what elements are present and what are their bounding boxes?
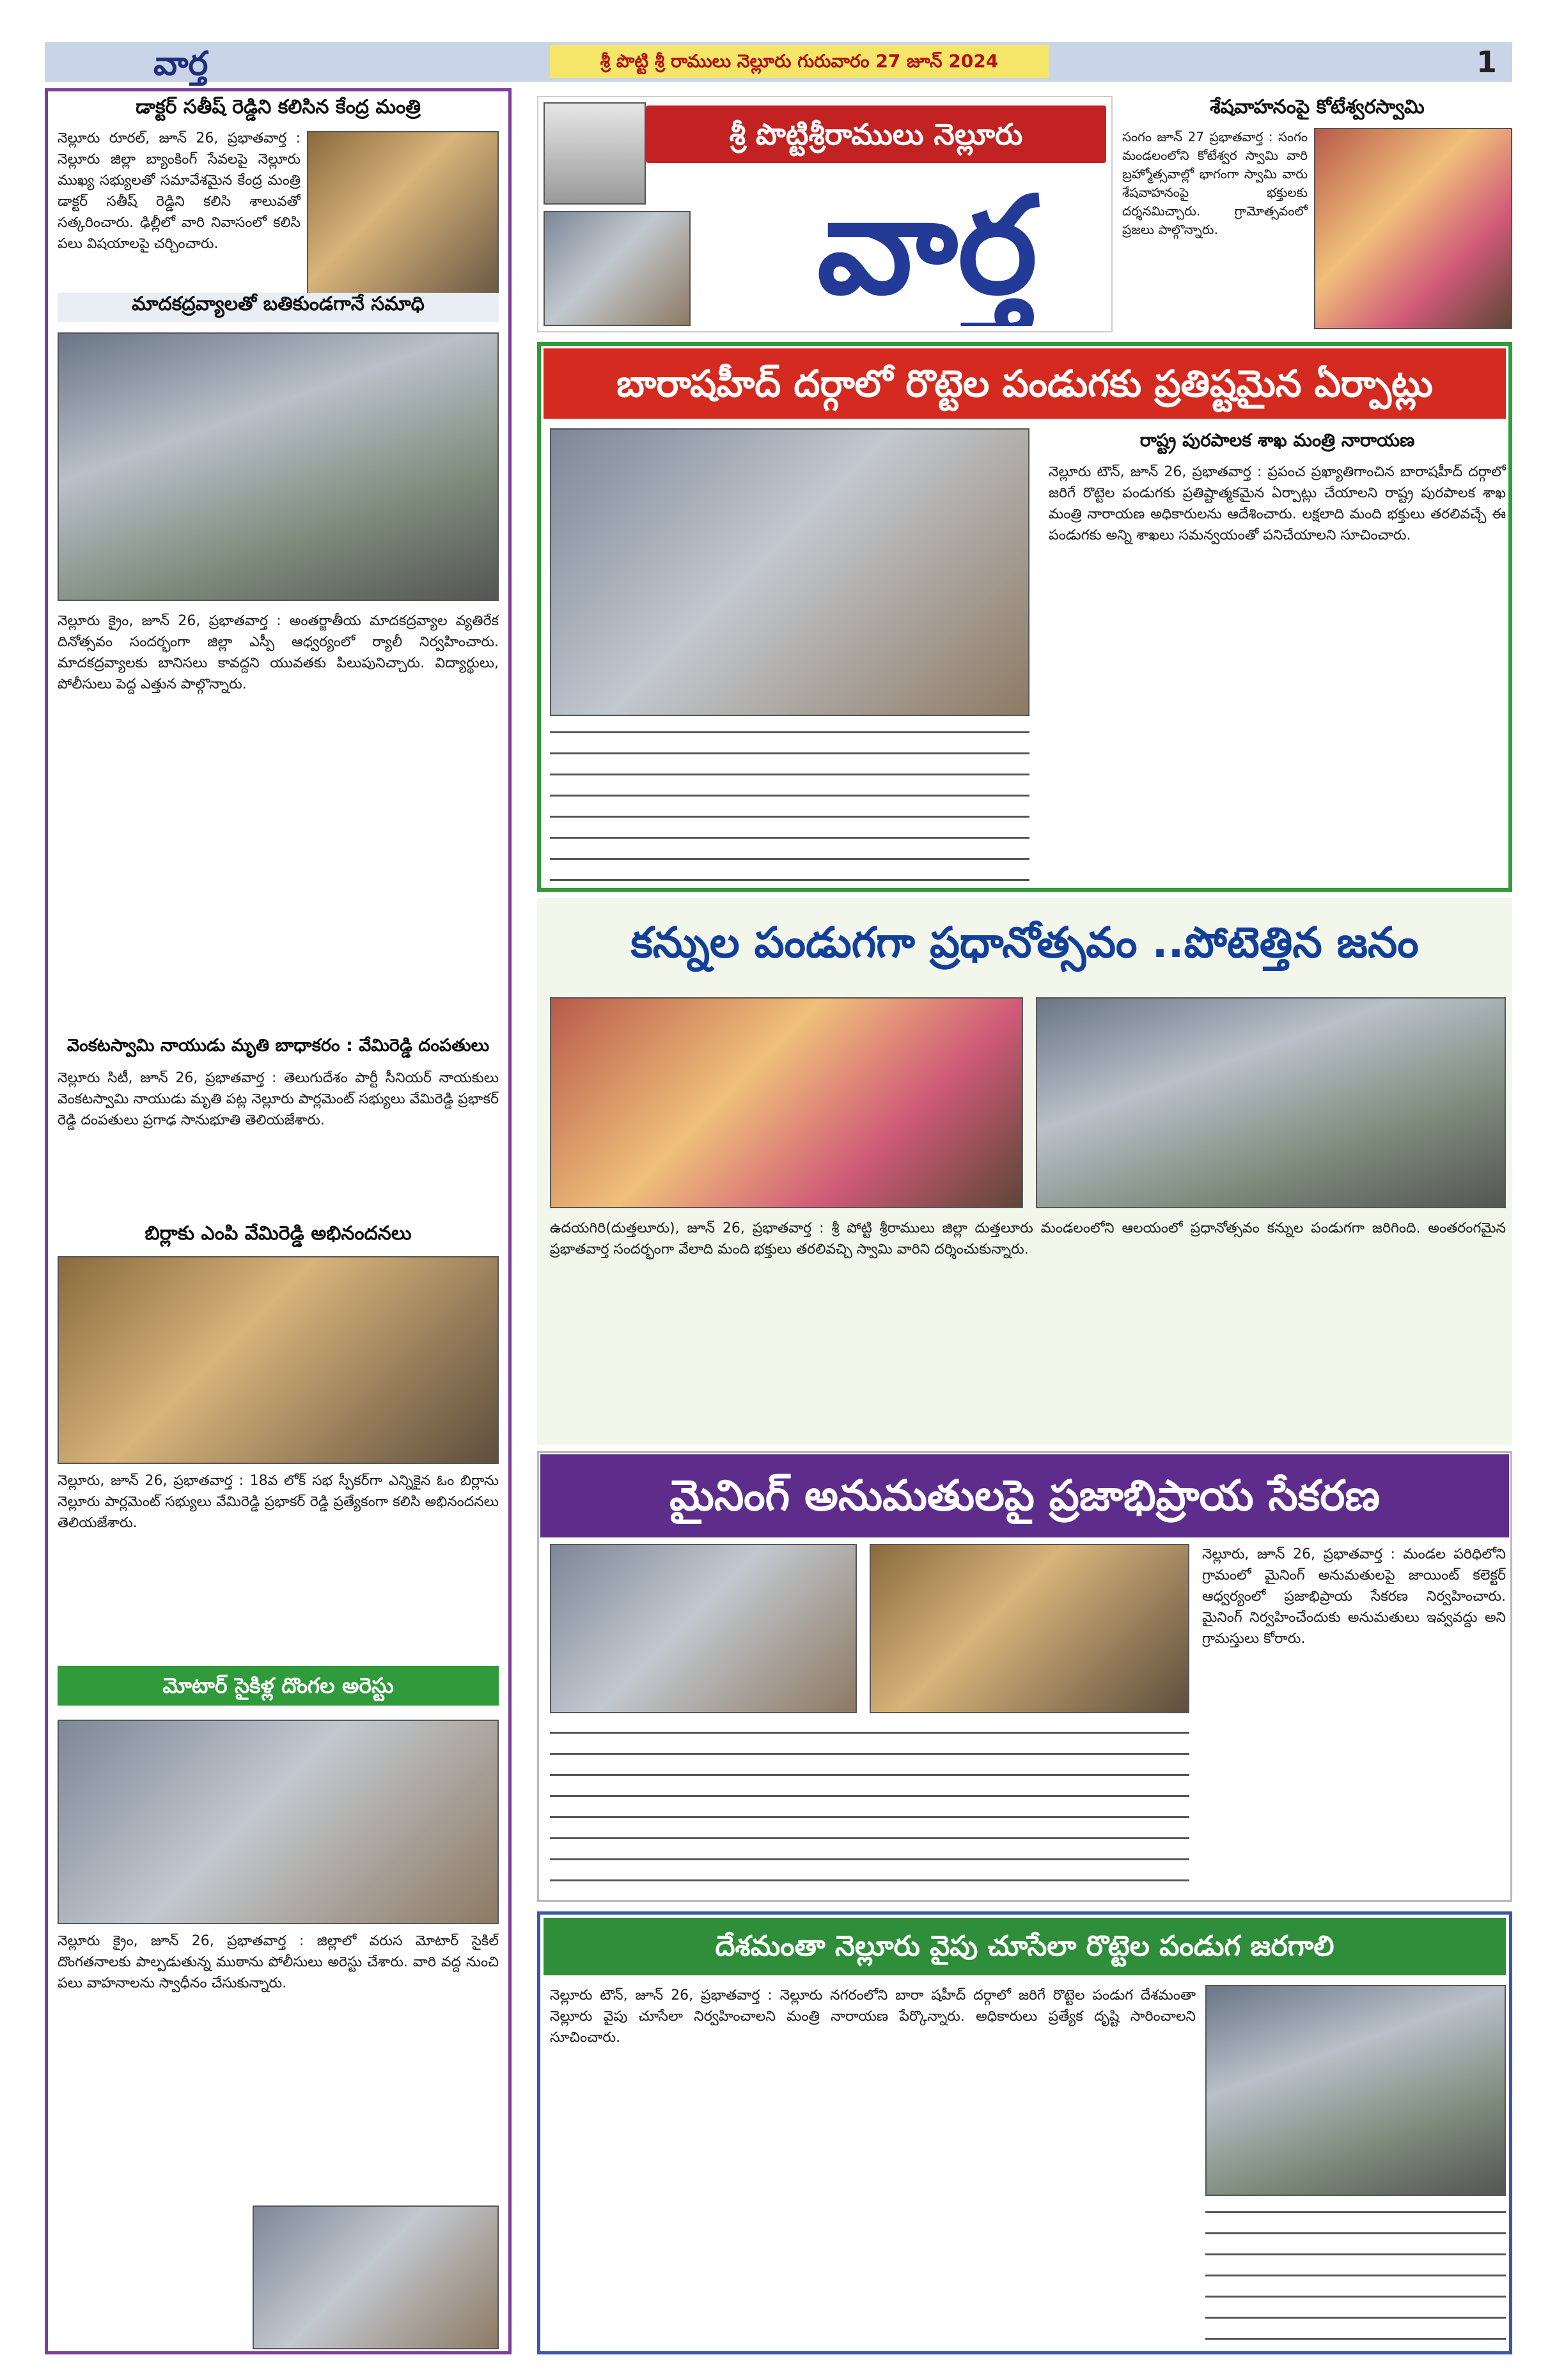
lead-body-continued <box>550 722 1029 883</box>
masthead-collage <box>544 211 691 326</box>
dateline: శ్రీ పొట్టి శ్రీ రాములు నెల్లూరు గురువారం 27 జూన్ 2024 <box>550 45 1049 78</box>
story4-photo <box>58 1256 499 1464</box>
right-top-body: సంగం జూన్ 27 ప్రభాతవార్త : సంగం మండలంలోని కోటేశ్వర స్వామి వారి బ్రహ్మోత్సవాల్లో భాగంగా స్వామి వారు శేషవాహనంపై భక్తులకు దర్శనమిచ్చారు. గ్రామోత్సవంలో ప్రజలు పాల్గొన్నారు. <box>1122 129 1308 237</box>
bottom-photo <box>1205 1985 1506 2196</box>
story1-photo <box>307 131 499 320</box>
founder-portrait <box>544 102 646 205</box>
masthead-logo-small: వార్త <box>153 45 208 83</box>
festival-photo-2 <box>1036 997 1506 1208</box>
lead-photo <box>550 428 1029 716</box>
story5-photo <box>58 1720 499 1924</box>
mining-photo-2 <box>870 1544 1189 1713</box>
story2-photo <box>58 332 499 601</box>
story4-body: నెల్లూరు, జూన్ 26, ప్రభాతవార్త : 18వ లోక్ సభ స్పీకర్‌గా ఎన్నికైన ఓం బిర్లాను నెల్లూరు పార్లమెంట్ సభ్యులు వేమిరెడ్డి ప్రభాకర్ రెడ్డి ప్రత్యేకంగా కలిసి అభినందనలు తెలియజేశారు. <box>58 1473 499 1531</box>
story4-headline: బిర్లాకు ఎంపి వేమిరెడ్డి అభినందనలు <box>145 1222 412 1245</box>
edition-banner: శ్రీ పొట్టిశ్రీరాములు నెల్లూరు <box>646 105 1106 163</box>
mining-headline: మైనింగ్ అనుమతులపై ప్రజాభిప్రాయ సేకరణ <box>540 1454 1509 1537</box>
right-top-headline: శేషవాహనంపై కోటేశ్వరస్వామి <box>1210 96 1425 118</box>
lead-subhead: రాష్ట్ర పురపాలక శాఖ మంత్రి నారాయణ <box>1139 430 1415 451</box>
story2-headline: మాదకద్రవ్యాలతో బతికుండగానే సమాధి <box>58 293 499 322</box>
masthead-logo: వార్త <box>817 167 1038 324</box>
festival-body: ఉదయగిరి(దుత్తలూరు), జూన్ 26, ప్రభాతవార్త : శ్రీ పోట్టి శ్రీరాములు జిల్లా దుత్తలూరు మండలంలోని ఆలయంలో ప్రధానోత్సవం కన్నుల పండుగగా జరిగింది. అంతరంగమైన ప్రభాతవార్త సందర్భంగా వేలాది మంది భక్తులు తరలివచ్చి స్వామి వారిని దర్శించుకున్నారు. <box>550 1220 1506 1257</box>
bottom-body: నెల్లూరు టౌన్, జూన్ 26, ప్రభాతవార్త : నెల్లూరు నగరంలోని బారా షహీద్ దర్గాలో జరిగే రొట్టెల పండుగ దేశమంతా నెల్లూరు వైపు చూసేలా నిర్వహించాలని మంత్రి నారాయణ పేర్కొన్నారు. అధికారులు ప్రత్యేక దృష్టి సారించాలని సూచించారు. <box>550 1987 1196 2046</box>
bottom-body-continued <box>1205 2202 1506 2349</box>
mining-body-continued <box>550 1723 1189 1899</box>
story2-body: నెల్లూరు క్రైం, జూన్ 26, ప్రభాతవార్త : అంతర్జాతీయ మాదకద్రవ్యాల వ్యతిరేక దినోత్సవం సందర్భంగా జిల్లా ఎస్పీ ఆధ్వర్యంలో ర్యాలీ నిర్వహించారు. మాదకద్రవ్యాలకు బానిసలు కావద్దని యువతకు పిలుపునిచ్చారు. విద్యార్థులు, పోలీసులు పెద్ద ఎత్తున పాల్గొన్నారు. <box>58 613 499 692</box>
mining-photo-1 <box>550 1544 857 1713</box>
festival-photo-1 <box>550 997 1023 1208</box>
story3-headline: వెంకటస్వామి నాయుడు మృతి బాధాకరం : వేమిరెడ్డి దంపతులు <box>67 1036 490 1055</box>
story1-body: నెల్లూరు రూరల్, జూన్ 26, ప్రభాతవార్త : నెల్లూరు జిల్లా బ్యాంకింగ్ సేవలపై నెల్లూరు ముఖ్య సభ్యులతో సమావేశమైన కేంద్ర మంత్రి డాక్టర్ సతీష్ రెడ్డిని కలిసి శాలువతో సత్కరించారు. ఢిల్లీలో వారి నివాసంలో కలిసి పలు విషయాలపై చర్చించారు. <box>58 130 301 252</box>
story5-headline: మోటార్ సైకిళ్ల దొంగల అరెస్టు <box>58 1666 499 1706</box>
story1-headline: డాక్టర్ సతీష్ రెడ్డిని కలిసిన కేంద్ర మంత్రి <box>136 96 421 118</box>
story3-body: నెల్లూరు సిటీ, జూన్ 26, ప్రభాతవార్త : తెలుగుదేశం పార్టీ సీనియర్ నాయకులు వెంకటస్వామి నాయుడు మృతి పట్ల నెల్లూరు పార్లమెంట్ సభ్యులు వేమిరెడ్డి ప్రభాకర్ రెడ్డి దంపతులు ప్రగాఢ సానుభూతి తెలియజేశారు. <box>58 1070 499 1128</box>
mining-body: నెల్లూరు, జూన్ 26, ప్రభాతవార్త : మండల పరిధిలోని గ్రామంలో మైనింగ్ అనుమతులపై జాయింట్ కలెక్టర్ ఆధ్వర్యంలో ప్రజాభిప్రాయ సేకరణ నిర్వహించారు. మైనింగ్ నిర్వహించేందుకు అనుమతులు ఇవ్వవద్దు అని గ్రామస్తులు కోరారు. <box>1202 1546 1506 1647</box>
right-top-photo <box>1314 128 1512 329</box>
lead-body: నెల్లూరు టౌన్, జూన్ 26, ప్రభాతవార్త : ప్రపంచ ప్రఖ్యాతిగాంచిన బారాషహీద్ దర్గాలో జరిగే రొట్టెల పండుగకు ప్రతిష్టాత్మకమైన ఏర్పాట్లు చేయాలని రాష్ట్ర పురపాలక శాఖ మంత్రి నారాయణ అధికారులను ఆదేశించారు. లక్షలాది మంది భక్తులు తరలివచ్చే ఈ పండుగకు అన్ని శాఖలు సమన్వయంతో పనిచేయాలని సూచించారు. <box>1049 464 1506 543</box>
page-number: 1 <box>1476 45 1497 79</box>
lead-headline: బారాషహీద్ దర్గాలో రొట్టెల పండుగకు ప్రతిష్టమైన ఏర్పాట్లు <box>544 348 1506 419</box>
bottom-headline: దేశమంతా నెల్లూరు వైపు చూసేలా రొట్టెల పండుగ జరగాలి <box>544 1918 1506 1975</box>
story5-body: నెల్లూరు క్రైం, జూన్ 26, ప్రభాతవార్త : జిల్లాలో వరుస మోటార్ సైకిల్ దొంగతనాలకు పాల్పడుతున్న ముఠాను పోలీసులు అరెస్టు చేశారు. వారి వద్ద నుంచి పలు వాహనాలను స్వాధీనం చేసుకున్నారు. <box>58 1933 499 1991</box>
festival-headline: కన్నుల పండుగగా ప్రధానోత్సవం ..పోటెత్తిన జనం <box>630 918 1419 967</box>
story5-photo-2 <box>253 2205 499 2349</box>
